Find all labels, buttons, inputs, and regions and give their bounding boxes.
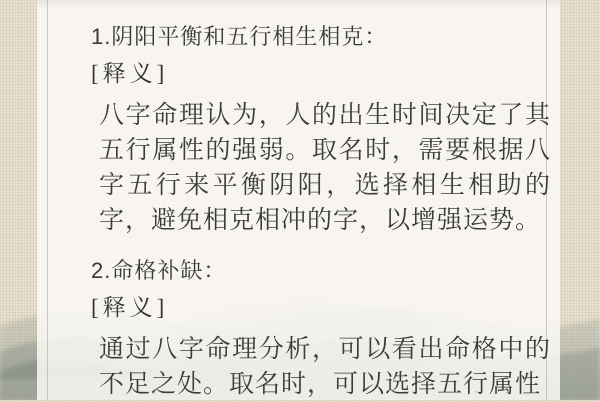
article-content: [37, 0, 560, 400]
section-heading: 2.命格补缺：: [91, 258, 227, 283]
section-yinyang-wuxing: [91, 22, 551, 238]
document-page: [37, 0, 560, 400]
section-heading: 1.阴阳平衡和五行相生相克：: [91, 24, 388, 49]
definition-label: [释义]: [91, 295, 169, 320]
section-body: 通过八字命理分析，可以看出命格中的不足之处。取名时，可以选择五行属性: [99, 335, 551, 398]
section-mingge-buque: [91, 256, 551, 402]
section-body: 八字命理认为，人的出生时间决定了其五行属性的强弱。取名时，需要根据八字五行来平衡阴阳，选择相生相助的字，避免相克相冲的字，以增强运势。: [99, 101, 551, 234]
definition-label: [释义]: [91, 61, 169, 86]
